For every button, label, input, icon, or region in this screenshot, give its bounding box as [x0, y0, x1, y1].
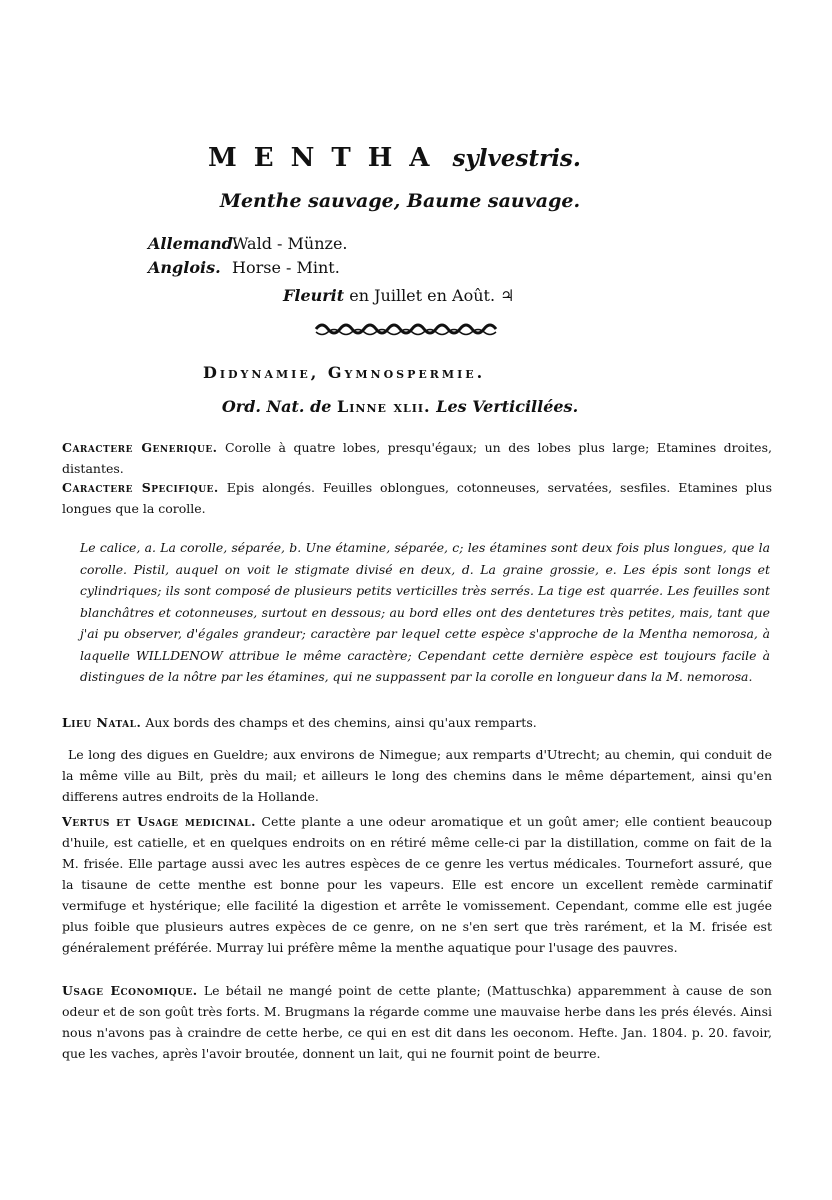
- section-text: Cette plante a une odeur aromatique et un goût amer; elle contient beaucoup d'huile, est catielle, et en quelques endroits on en rétiré même celle-ci par la distillation, comme on fait de la M. frisée. Elle partage aussi avec les autres espèces de ce genre les vertus médicales. Tournefort assuré, que la tisaune de cette menthe est bonne pour les vapeurs. Elle est encore un excellent remède carminatif vermifuge et hystérique; elle facilité la digestion et arrête le vomissement. Cependant, comme elle est jugée plus foible que plusieurs autres expèces de ce genre, on ne s'en sert que très rarément, et la M. frisée est généralement préférée. Murray lui préfère même la menthe aquatique pour l'usage des pauvres.: [62, 814, 772, 955]
- specific-character: [62, 477, 772, 519]
- flowering-label: Fleurit: [283, 286, 345, 305]
- figure-description: Le calice, a. La corolle, séparée, b. Une étamine, séparée, c; les étamines sont deux fois plus longues, que la corolle. Pistil, auquel on voit le stigmate divisé en deux, d. La graine grossie, e. Les épis sont longs et cylindriques; ils sont composé de plusieurs petits verticilles très serrés. La tige est quarrée. Les feuilles sont blanchâtres et cotonneuses, surtout en dessous; au bord elles ont des dentetures très petites, mais, tant que j'ai pu observer, d'égales grandeur; caractère par lequel cette espèce s'approche de la Mentha nemorosa, à laquelle WILLDENOW attribue le même caractère; Cependant cette dernière espèce est toujours facile à distingues de la nôtre par les étamines, qui ne suppassent par la corolle en longueur dans la M. nemorosa.: [80, 540, 770, 684]
- section-text: Corolle à quatre lobes, presqu'égaux; un des lobes plus large; Etamines droites, distantes.: [62, 440, 772, 476]
- section-text: Le bétail ne mangé point de cette plante; (Mattuschka) apparemment à cause de son odeur et de son goût très forts. M. Brugmans la régarde comme une mauvaise herbe dans les prés élevés. Ainsi nous n'avons pas à craindre de cette herbe, ce qui en est dit dans les oeconom. Hefte. Jan. 1804. p. 20. favoir, que les vaches, après l'avoir broutée, donnent un lait, qui ne fournit point de beurre.: [62, 983, 772, 1061]
- native-habitat: [62, 712, 772, 733]
- vernacular-name: Horse - Mint.: [232, 258, 340, 277]
- ord-nat-suffix: Les Verticillées.: [436, 397, 579, 416]
- natural-order: [0, 397, 800, 416]
- section-label: Vertus et Usage medicinal.: [62, 814, 256, 829]
- language-label: Anglois.: [148, 258, 221, 277]
- linnaean-class: Didynamie, Gymnospermie.: [203, 363, 486, 382]
- flowering-time: [283, 286, 514, 305]
- species-epithet: sylvestris.: [452, 145, 581, 172]
- language-label: Allemand.: [148, 234, 239, 253]
- species-title: [208, 143, 581, 173]
- localities: Le long des digues en Gueldre; aux environs de Nimegue; aux remparts d'Utrecht; au chemin, qui conduit de la même ville au Bilt, près du mail; et ailleurs le long des chemins dans le même département, ainsi qu'en differens autres endroits de la Hollande.: [62, 747, 772, 804]
- genus-name: MENTHA: [208, 143, 447, 173]
- section-label: Caractere Specifique.: [62, 480, 219, 495]
- common-names: Menthe sauvage, Baume sauvage.: [219, 190, 581, 212]
- section-label: Caractere Generique.: [62, 440, 218, 455]
- medicinal-uses: [62, 811, 772, 958]
- section-text: Epis alongés. Feuilles oblongues, cotonneuses, servatées, sesfiles. Etamines plus longues que la corolle.: [62, 480, 772, 516]
- vernacular-english: [148, 258, 340, 277]
- ord-nat-name: Linne xlii.: [337, 397, 431, 416]
- economic-use: [62, 980, 772, 1064]
- section-label: Usage Economique.: [62, 983, 198, 998]
- flowering-text: en Juillet en Août. ♃: [349, 286, 515, 305]
- section-label: Lieu Natal.: [62, 715, 142, 730]
- section-text: Aux bords des champs et des chemins, ainsi qu'aux remparts.: [145, 715, 537, 730]
- decorative-ornament: [314, 320, 504, 338]
- vernacular-name: Wald - Münze.: [232, 234, 348, 253]
- generic-character: [62, 437, 772, 479]
- ord-nat-prefix: Ord. Nat. de: [221, 397, 332, 416]
- vernacular-german: [148, 234, 348, 253]
